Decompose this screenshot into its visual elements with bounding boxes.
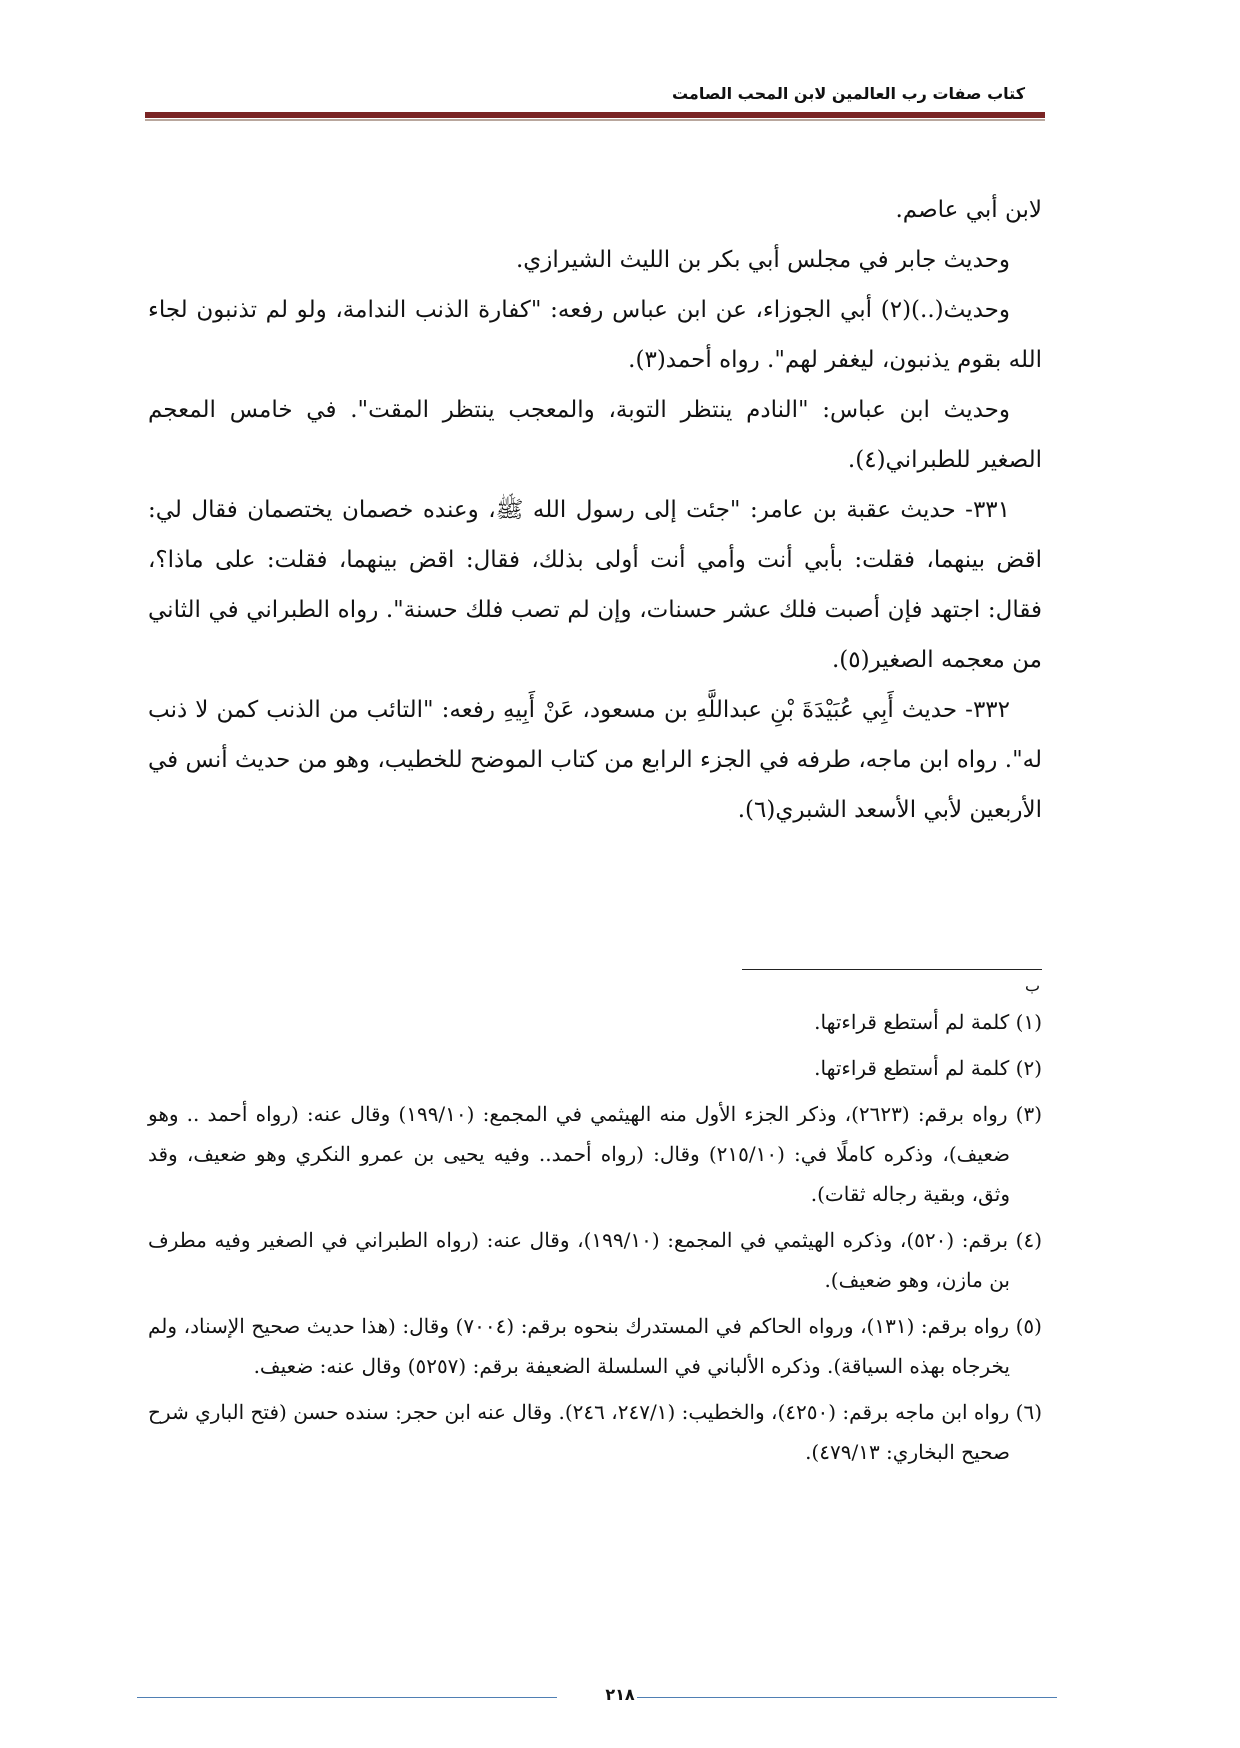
hadith-331: ٣٣١- حديث عقبة بن عامر: "جئت إلى رسول الله ﷺ، وعنده خصمان يختصمان فقال لي: اقض بينهما، فقلت: بأبي أنت وأمي أنت أولى بذلك، فقال: اقض بينهما، فقلت: على ماذا؟، فقال: اجتهد فإن أصبت فلك عشر حسنات، وإن لم تصب فلك حسنة". رواه الطبراني في الثاني من معجمه الصغير(٥).: [148, 497, 1042, 673]
footnote: (٣) رواه برقم: (٢٦٢٣)، وذكر الجزء الأول منه الهيثمي في المجمع: (١٩٩/١٠) وقال عنه: (رواه أحمد .. وهو ضعيف)، وذكره كاملًا في: (٢١٥/١٠) وقال: (رواه أحمد.. وفيه يحيى بن عمرو النكري وهو ضعيف، وقد وثق، وبقية رجاله ثقات).: [148, 1102, 1042, 1206]
header-rule-thin: [145, 119, 1045, 121]
paragraph: وحديث ابن عباس: "النادم ينتظر التوبة، والمعجب ينتظر المقت". في خامس المعجم الصغير للطبراني(٤).: [148, 397, 1042, 473]
hadith-332: ٣٣٢- حديث أَبِي عُبَيْدَةَ بْنِ عبداللَّهِ بن مسعود، عَنْ أَبِيهِ رفعه: "التائب من الذنب كمن لا ذنب له". رواه ابن ماجه، طرفه في الجزء الرابع من كتاب الموضح للخطيب، وهو من حديث أنس في الأربعين لأبي الأسعد الشبري(٦).: [148, 697, 1042, 823]
paragraph: لابن أبي عاصم.: [895, 197, 1042, 223]
footnote: (٢) كلمة لم أستطع قراءتها.: [814, 1056, 1042, 1080]
footnote: (١) كلمة لم أستطع قراءتها.: [814, 1010, 1042, 1034]
main-text: [148, 185, 1042, 835]
paragraph: وحديث(..)(٢) أبي الجوزاء، عن ابن عباس رفعه: "كفارة الذنب الندامة، ولو لم تذنبون لجاء الله بقوم يذنبون، ليغفر لهم". رواه أحمد(٣).: [148, 297, 1042, 373]
page-number: ٢١٨: [605, 1685, 635, 1704]
footnote-separator: [742, 969, 1042, 970]
footnote-continuation-mark: ب: [1024, 976, 1040, 995]
running-header-title: كتاب صفات رب العالمين لابن المحب الصامت: [671, 84, 1025, 103]
footnote: (٦) رواه ابن ماجه برقم: (٤٢٥٠)، والخطيب: (٢٤٧/١، ٢٤٦). وقال عنه ابن حجر: سنده حسن (فتح الباري شرح صحيح البخاري: ٤٧٩/١٣).: [148, 1400, 1043, 1464]
footnote: (٥) رواه برقم: (١٣١)، ورواه الحاكم في المستدرك بنحوه برقم: (٧٠٠٤) وقال: (هذا حديث صحيح الإسناد، ولم يخرجاه بهذه السياقة). وذكره الألباني في السلسلة الضعيفة برقم: (٥٢٥٧) وقال عنه: ضعيف.: [148, 1314, 1042, 1378]
footnotes: [148, 1002, 1042, 1478]
footnote: (٤) برقم: (٥٢٠)، وذكره الهيثمي في المجمع: (١٩٩/١٠)، وقال عنه: (رواه الطبراني في الصغير وفيه مطرف بن مازن، وهو ضعيف).: [148, 1228, 1043, 1292]
header-rule: [145, 112, 1045, 118]
paragraph: وحديث جابر في مجلس أبي بكر بن الليث الشيرازي.: [515, 247, 1010, 273]
